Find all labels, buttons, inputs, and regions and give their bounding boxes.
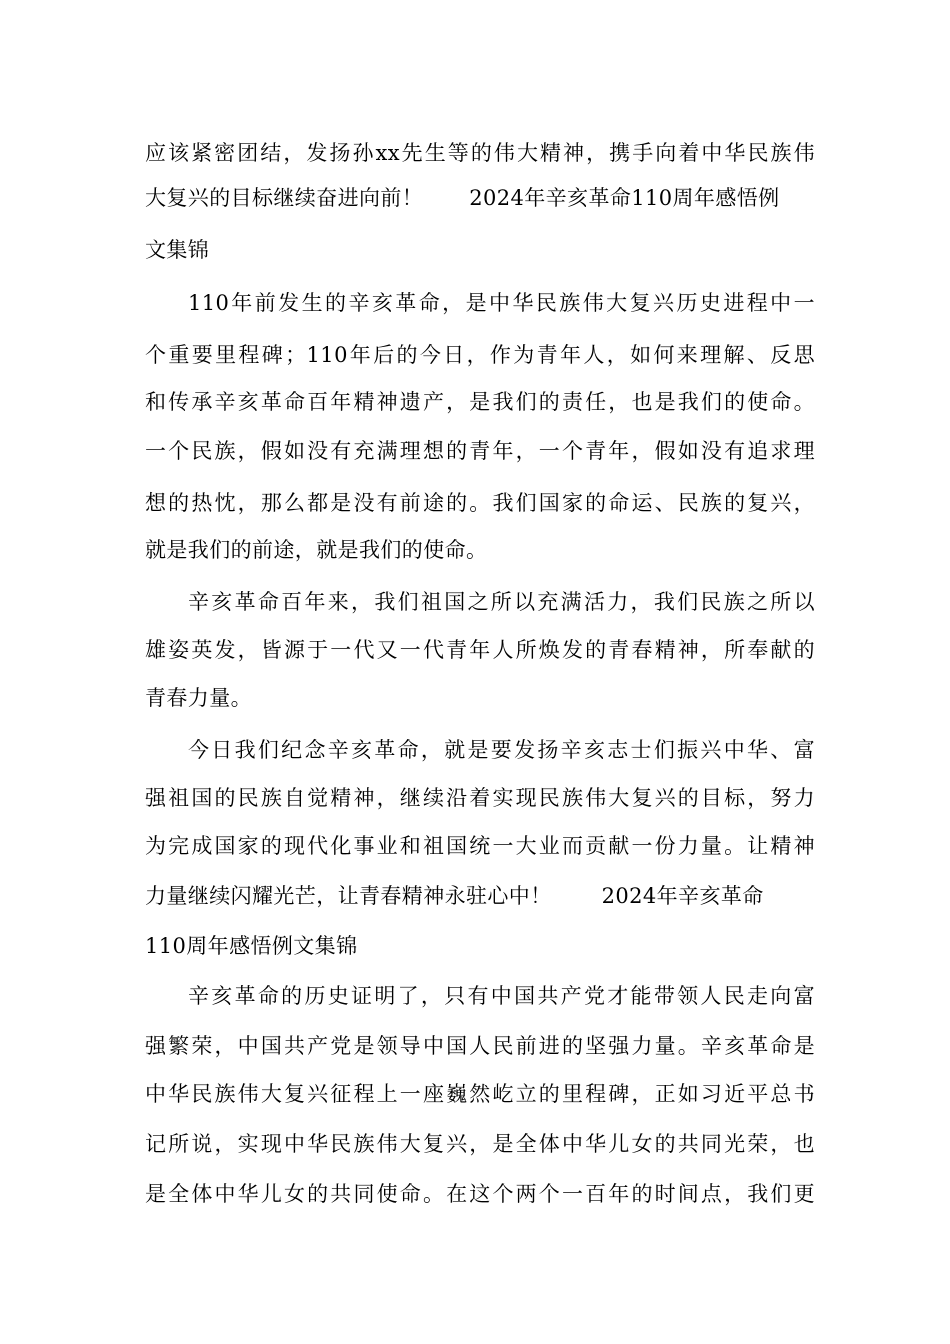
- text-line: 想的热忱，那么都是没有前途的。我们国家的命运、民族的复兴，: [145, 491, 815, 515]
- text-line: 强祖国的民族自觉精神，继续沿着实现民族伟大复兴的目标，努力: [145, 786, 815, 810]
- text-line: 应该紧密团结，发扬孙xx先生等的伟大精神，携手向着中华民族伟: [145, 141, 815, 165]
- text-line: 辛亥革命的历史证明了，只有中国共产党才能带领人民走向富: [188, 984, 815, 1008]
- text-line: 今日我们纪念辛亥革命，就是要发扬辛亥志士们振兴中华、富: [188, 738, 815, 762]
- text-line: 文集锦: [145, 238, 210, 262]
- text-line: [145, 178, 815, 218]
- text-segment: 力量继续闪耀光芒，让青春精神永驻心中！: [145, 884, 552, 908]
- text-line: 110周年感悟例文集锦: [145, 934, 358, 958]
- text-line: 是全体中华儿女的共同使命。在这个两个一百年的时间点，我们更: [145, 1182, 815, 1206]
- text-line: 一个民族，假如没有充满理想的青年，一个青年，假如没有追求理: [145, 439, 815, 463]
- text-line: 记所说，实现中华民族伟大复兴，是全体中华儿女的共同光荣，也: [145, 1132, 815, 1156]
- text-line: 为完成国家的现代化事业和祖国统一大业而贡献一份力量。让精神: [145, 834, 815, 858]
- text-line: 中华民族伟大复兴征程上一座巍然屹立的里程碑，正如习近平总书: [145, 1082, 815, 1106]
- text-line: 和传承辛亥革命百年精神遗产，是我们的责任，也是我们的使命。: [145, 390, 815, 414]
- text-line: 就是我们的前途，就是我们的使命。: [145, 538, 488, 562]
- text-line: 个重要里程碑；110年后的今日，作为青年人，如何来理解、反思: [145, 343, 815, 367]
- text-segment: 2024年辛亥革命: [601, 884, 764, 908]
- text-line: 辛亥革命百年来，我们祖国之所以充满活力，我们民族之所以: [188, 590, 815, 614]
- text-line: 强繁荣，中国共产党是领导中国人民前进的坚强力量。辛亥革命是: [145, 1034, 815, 1058]
- text-segment: 2024年辛亥革命110周年感悟例: [469, 186, 780, 210]
- text-line: 雄姿英发，皆源于一代又一代青年人所焕发的青春精神，所奉献的: [145, 638, 815, 662]
- text-line: 110年前发生的辛亥革命，是中华民族伟大复兴历史进程中一: [188, 291, 815, 315]
- text-line: 青春力量。: [145, 686, 252, 710]
- text-segment: 大复兴的目标继续奋进向前！: [145, 186, 424, 210]
- text-line: [145, 876, 815, 916]
